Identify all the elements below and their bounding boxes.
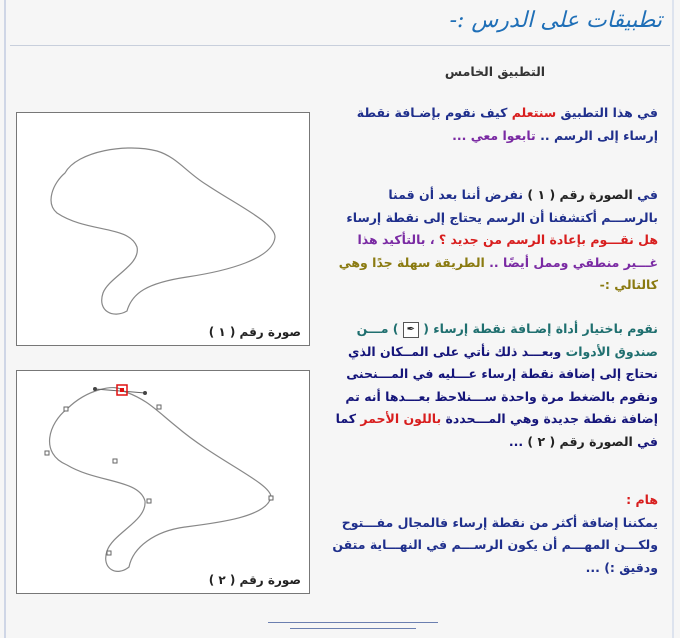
page-title: تطبيقات على الدرس :- (449, 8, 662, 33)
handle-end (143, 391, 147, 395)
text-run: ... (508, 433, 524, 449)
text-run: يمكننا إضافة أكثر من نقطة إرساء فالمجال مفـــتوح ولكـــن المهـــم أن يكون الرســـم في النهـــاية متقن ودقيق :) ... (332, 514, 658, 575)
text-run: الصورة رقم ( ١ ) (523, 187, 633, 202)
note-paragraph (328, 489, 658, 579)
note-heading: هام : (626, 492, 658, 507)
curve-path (51, 148, 275, 314)
problem-paragraph (328, 184, 658, 297)
anchor-point (157, 405, 161, 409)
text-run: هل نقـــوم بإعادة الرسم من جديد ؟ (434, 232, 658, 247)
steps-paragraph (328, 318, 658, 453)
figure-2-caption: صورة رقم ( ٢ ) (208, 573, 301, 587)
text-run: وبعـــد ذلك نأتي على المــكان الذي نحتاج إلى إضافة نقطة إرساء عـــليه في المـــنحنى ونقوم بالضغط مرة واحدة ســـنلاحظ بعـــدها أنه تم إضافة نقطة جديدة وهي المـــحددة (345, 343, 658, 426)
text-run: الصورة رقم ( ٢ ) (523, 433, 633, 449)
text-run: تابعوا معي ... (452, 127, 536, 143)
new-anchor-point (120, 388, 124, 392)
handle-end (93, 387, 97, 391)
footer-divider (268, 622, 438, 623)
curve-path (50, 388, 271, 572)
text-run: الطريقة سهلة جدًا وهي كالتالي :- (338, 254, 658, 292)
text-run: نفرض أننا بعد أن قمنا بالرســـم أكتشفنا أن الرسم يحتاج إلى نقطة إرساء (346, 187, 658, 225)
text-run: كما في (335, 411, 658, 449)
anchor-point (64, 407, 68, 411)
text-run: في هذا التطبيق (556, 105, 658, 120)
intro-paragraph (328, 102, 658, 147)
anchor-point (45, 451, 49, 455)
text-run: ) مـــن صندوق الأدوات (356, 321, 658, 359)
add-anchor-point-tool-icon: ✒ (403, 322, 419, 338)
figure-1-path-drawing (17, 113, 309, 345)
text-run: ، بالتأكيد هذا غـــير منطقي وممل أيضًا .. (357, 232, 658, 270)
anchor-point (269, 496, 273, 500)
footer-divider (290, 628, 416, 629)
left-border (4, 0, 6, 638)
text-run: نقوم باختيار أداة إضـافة نقطة إرساء ( (418, 321, 658, 336)
figure-1-caption: صورة رقم ( ١ ) (208, 325, 301, 339)
figure-2-path-drawing (17, 371, 309, 593)
note-body (328, 512, 658, 580)
text-run: سنتعلم (507, 105, 557, 120)
text-run: في (632, 187, 658, 202)
anchor-point (147, 499, 151, 503)
right-border (672, 0, 674, 638)
text-run: باللون الأحمر (356, 411, 442, 426)
title-divider (10, 45, 670, 46)
text-run: كيف نقوم بإضـافة نقطة إرساء إلى الرسم .. (356, 105, 658, 143)
figure-2 (16, 370, 310, 594)
figure-1 (16, 112, 310, 346)
anchor-point (113, 459, 117, 463)
section-subtitle: التطبيق الخامس (444, 64, 546, 79)
anchor-point (107, 551, 111, 555)
